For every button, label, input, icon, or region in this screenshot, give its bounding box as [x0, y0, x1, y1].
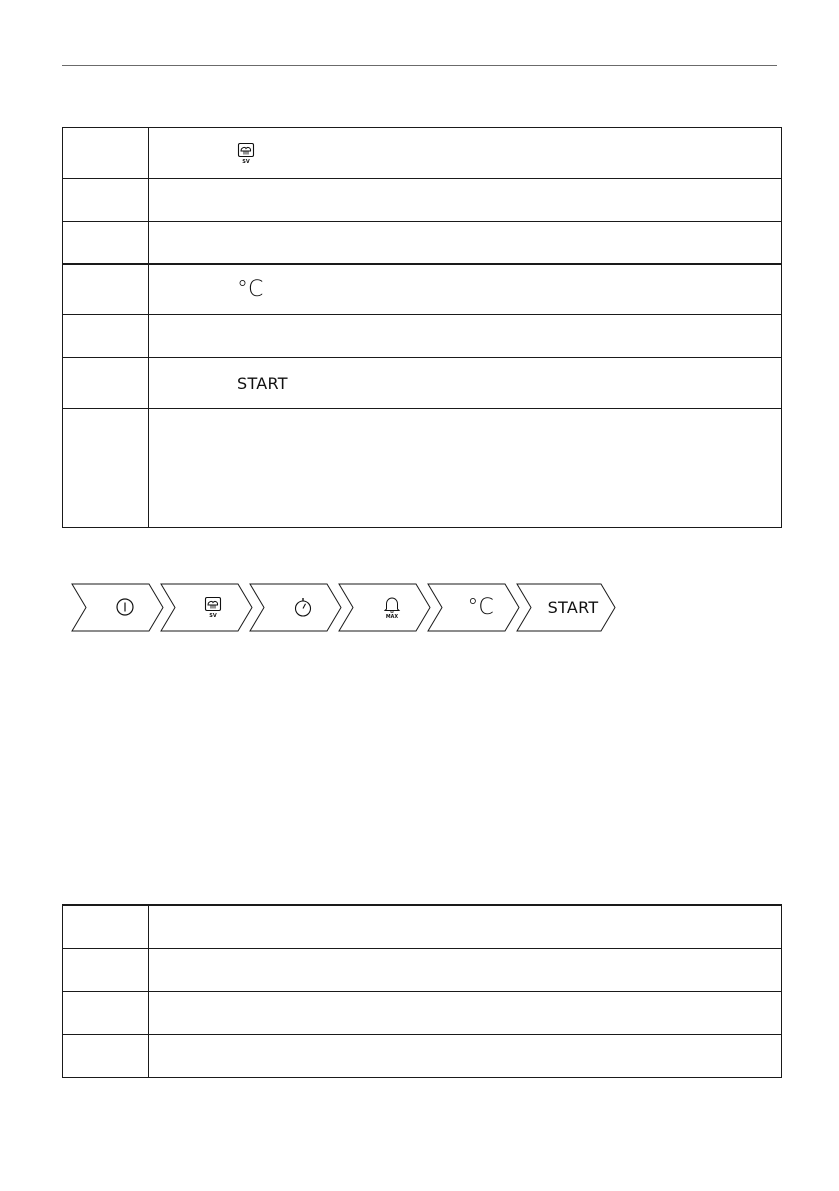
- step-description-cell: [149, 905, 782, 948]
- steps-table-2: [62, 904, 782, 1078]
- step-description-cell: [149, 222, 782, 264]
- power-icon: [115, 597, 135, 617]
- step-number-cell: [63, 264, 149, 315]
- step-number-cell: [63, 1034, 149, 1077]
- table-row: [63, 905, 782, 948]
- step-number-cell: [63, 222, 149, 264]
- table-row: [63, 128, 782, 179]
- step-number-cell: [63, 409, 149, 528]
- steps-table-1: [62, 127, 782, 528]
- sequence-step-start: [531, 583, 615, 631]
- step-number-cell: [63, 358, 149, 409]
- sequence-step-power: [86, 583, 163, 631]
- step-description-cell: [149, 409, 782, 528]
- svg-text:SV: SV: [208, 613, 217, 618]
- header-rule: [62, 65, 777, 66]
- table-row: [63, 991, 782, 1034]
- step-description-cell: [149, 179, 782, 222]
- step-number-cell: [63, 315, 149, 358]
- celsius-icon: °C: [237, 276, 264, 302]
- step-description-cell: [149, 315, 782, 358]
- sequence-step-temperature: [442, 583, 519, 631]
- sequence-step-bell: [353, 583, 430, 631]
- table-row: [63, 409, 782, 528]
- table-row: [63, 315, 782, 358]
- bell-max-label: MAX: [385, 615, 398, 619]
- timer-icon: [292, 596, 314, 618]
- table-row: [63, 358, 782, 409]
- svg-text:SV: SV: [242, 159, 250, 164]
- table-row: [63, 179, 782, 222]
- table-row: [63, 1034, 782, 1077]
- step-description-cell: [149, 1034, 782, 1077]
- table-row: [63, 264, 782, 315]
- celsius-icon: °C: [467, 594, 494, 620]
- start-icon: START: [237, 373, 288, 393]
- step-number-cell: [63, 128, 149, 179]
- sequence-step-timer: [264, 583, 341, 631]
- step-description-cell: [149, 358, 782, 409]
- step-description-cell: [149, 128, 782, 179]
- step-number-cell: [63, 179, 149, 222]
- step-description-cell: [149, 948, 782, 991]
- start-icon: START: [547, 597, 599, 617]
- control-sequence: [70, 583, 618, 633]
- step-number-cell: [63, 948, 149, 991]
- step-number-cell: [63, 991, 149, 1034]
- table-row: [63, 948, 782, 991]
- steam-sv-icon: [204, 596, 224, 618]
- sequence-step-steam: [175, 583, 252, 631]
- step-description-cell: [149, 991, 782, 1034]
- step-description-cell: [149, 264, 782, 315]
- table-row: [63, 222, 782, 264]
- bell-max-icon: [382, 595, 402, 619]
- step-number-cell: [63, 905, 149, 948]
- steam-sv-icon: [237, 142, 257, 164]
